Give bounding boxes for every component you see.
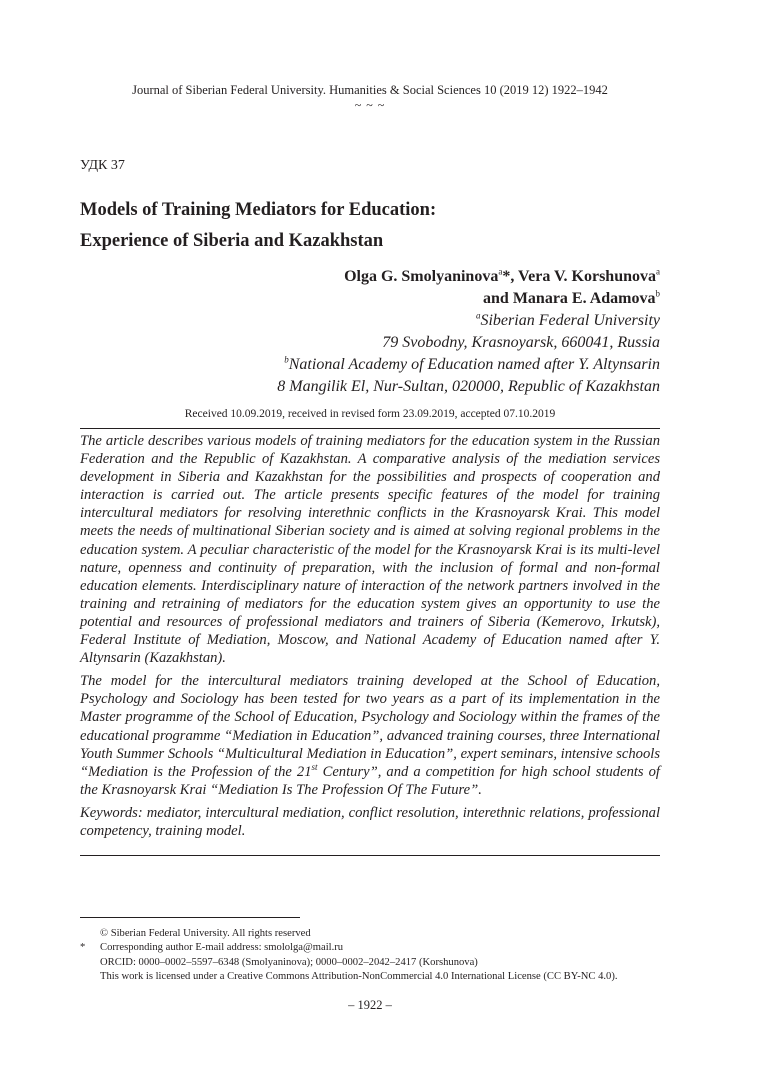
corresponding-email: Corresponding author E-mail address: smololga@mail.ru <box>100 942 344 954</box>
keywords: Keywords: mediator, intercultural mediation, conflict resolution, interethnic relations, professional competency, training model. <box>80 804 660 839</box>
received-dates: Received 10.09.2019, received in revised form 23.09.2019, accepted 07.10.2019 <box>184 408 556 420</box>
author-1-corresponding-mark: *, <box>502 268 515 285</box>
affiliation-b-name <box>100 354 660 376</box>
abstract-top-rule <box>80 428 660 429</box>
abstract <box>80 432 660 845</box>
abstract-bottom-rule <box>80 855 660 856</box>
page-number: – 1922 – <box>348 998 392 1012</box>
ordinal-suffix: st <box>311 761 318 772</box>
author-2-affiliation-mark: a <box>656 266 660 277</box>
author-2-name: Vera V. Korshunova <box>518 268 656 285</box>
authors-line-2 <box>100 288 660 310</box>
copyright-note: © Siberian Federal University. All rights reserved <box>100 928 311 939</box>
header-separator: ~ ~ ~ <box>354 98 386 112</box>
affiliation-b-mark: b <box>284 354 289 365</box>
author-1-affiliation-mark: a <box>498 266 503 277</box>
abstract-paragraph-1: The article describes various models of training mediators for the education system in the Russian Federation and the Republic of Kazakhstan. A comparative analysis of the mediation services development in Siberia and Kazakhstan for the possibilities and prospects of cooperation and interaction is carried out. The article presents specific features of the model for training intercultural mediators for resolving interethnic conflicts in the Krasnoyarsk Krai. This model meets the needs of multinational Siberian society and is aimed at solving regional problems in the education system. A peculiar characteristic of the model for the Krasnoyarsk Krai is its multi-level nature, openness and continuity of preparation, with the inclusion of formal and non-formal education elements. Interdisciplinary nature of interaction of the network partners involved in the training and retraining of mediators for the education system gives an opportunity to use the potential and resources of professional mediators and trainers of Siberia (Kemerovo, Irkutsk), Federal Institute of Mediation, Moscow, and National Academy of Education named after Y. Altynsarin (Kazakhstan). <box>80 433 660 667</box>
abstract-paragraph-2 <box>80 672 660 799</box>
author-1-name: Olga G. Smolyaninova <box>344 268 499 285</box>
affiliation-a-name <box>100 310 660 332</box>
affiliation-b-address: 8 Mangilik El, Nur-Sultan, 020000, Republic of Kazakhstan <box>277 378 660 395</box>
corresponding-note <box>80 941 680 955</box>
affiliation-b-text: National Academy of Education named after Y. Altynsarin <box>288 356 660 373</box>
author-3-affiliation-mark: b <box>655 288 660 299</box>
journal-header: Journal of Siberian Federal University. Humanities & Social Sciences 10 (2019 12) 1922–1942 <box>132 83 608 97</box>
author-3-name: and Manara E. Adamova <box>483 290 656 307</box>
footnotes <box>80 927 680 984</box>
affiliation-a-address: 79 Svobodny, Krasnoyarsk, 660041, Russia <box>382 334 660 351</box>
udk-code: УДК 37 <box>80 158 125 173</box>
abstract-paragraph-2-text: The model for the intercultural mediators training developed at the School of Education, Psychology and Sociology has been tested for two years as a part of its implementation in the Master programme of the School of Education, Psychology and Sociology within the frames of the educational programme “Mediation in Education”, advanced training courses, three International Youth Summer Schools “Multicultural Mediation in Education”, expert seminars, intensive schools “Mediation is the Profession of the 21 <box>80 673 660 780</box>
article-title <box>80 195 680 257</box>
affiliation-a-text: Siberian Federal University <box>480 312 660 329</box>
title-line-1: Models of Training Mediators for Education: <box>80 200 437 220</box>
license-note: This work is licensed under a Creative Commons Attribution-NonCommercial 4.0 International License (CC BY-NC 4.0). <box>100 970 618 982</box>
orcid-note: ORCID: 0000–0002–5597–6348 (Smolyaninova); 0000–0002–2042–2417 (Korshunova) <box>100 956 478 968</box>
authors-block <box>100 266 660 398</box>
authors-line-1 <box>100 266 660 288</box>
title-line-2: Experience of Siberia and Kazakhstan <box>80 231 384 251</box>
abstract-paragraph-2-end: Century”, and a competition for high school students of the Krasnoyarsk Krai “Mediation Is The Profession Of The Future”. <box>80 763 660 798</box>
footnote-rule <box>80 917 300 918</box>
footnote-star-mark: * <box>80 942 86 954</box>
affiliation-a-mark: a <box>475 310 481 321</box>
